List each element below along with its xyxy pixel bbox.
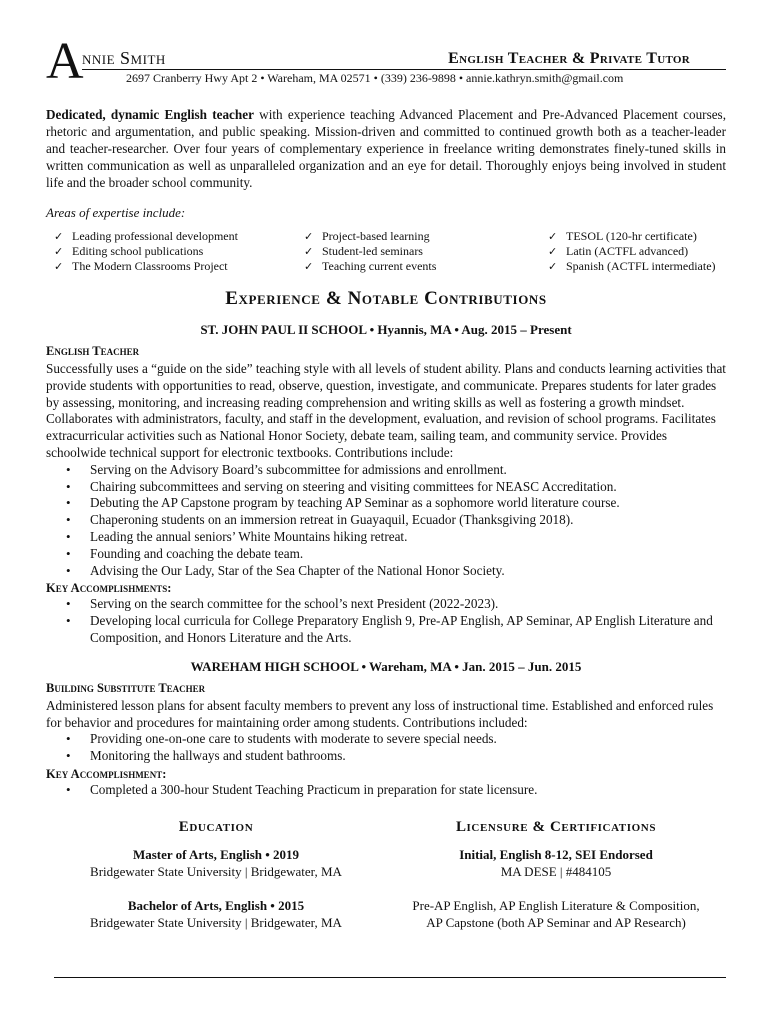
- summary-text: with experience teaching Advanced Placement and Pre-Advanced Placement courses, rhetoric and argumentation, and public speaking. Mission-driven and committed to continued growth both as a teacher-leader and teacher-researcher. Over four years of complementary experience in freelance writing demonstrates finely-tuned skills in written communication as well as unparalleled organization and an eye for detail. Thoroughly enjoys being involved in student life and the broader school community.: [46, 107, 726, 190]
- expertise-item: ✓ Latin (ACTFL advanced): [548, 244, 689, 258]
- accomplishments-heading: Key Accomplishment:: [46, 766, 167, 781]
- list-item: • Serving on the search committee for the school’s next President (2022-2023).: [72, 596, 726, 613]
- job-description: Successfully uses a “guide on the side” teaching style with all levels of student ability. Plans and conducts learning activities that provide students with opportunities to read, observe, question, investigate, and communicate. Prepares students for later grades by assessing, monitoring, and increasing reading comprehension and writing skills as well as fostering a growth mindset. Collaborates with administrators, faculty, and staff in the development, evaluation, and revision of school programs. Facilitates extracurricular activities such as National Honor Society, debate team, sailing team, and community service. Provides schoolwide technical support for electronic textbooks. Contributions include:: [46, 361, 726, 460]
- name-initial: A: [46, 33, 84, 90]
- list-item: • Leading the annual seniors’ White Mountains hiking retreat.: [72, 529, 726, 546]
- list-item: • Chaperoning students on an immersion retreat in Guayaquil, Ecuador (Thanksgiving 2018).: [72, 512, 726, 529]
- degree-school: Bridgewater State University | Bridgewater, MA: [90, 914, 342, 930]
- education-section: [46, 819, 386, 931]
- expertise-grid: [46, 229, 726, 274]
- accomplishments-list: [46, 596, 726, 646]
- footer-divider: [54, 977, 726, 978]
- name-text: nnie Smith: [82, 48, 166, 68]
- list-item: • Chairing subcommittees and serving on steering and visiting committees for NEASC Accreditation.: [72, 479, 726, 496]
- role-title: English Teacher: [46, 344, 140, 358]
- expertise-item: ✓ Leading professional development: [54, 229, 238, 243]
- accomplishments-heading: Key Accomplishments:: [46, 581, 172, 596]
- expertise-item: ✓ Project-based learning: [304, 229, 430, 243]
- checkmark-icon: ✓: [548, 260, 558, 273]
- checkmark-icon: ✓: [54, 230, 64, 243]
- role-title: Building Substitute Teacher: [46, 680, 206, 695]
- degree-title: Master of Arts, English • 2019: [132, 846, 300, 862]
- summary-paragraph: [46, 106, 726, 191]
- expertise-column-1: [46, 229, 296, 274]
- job-title: English Teacher & Private Tutor: [448, 50, 690, 67]
- employer-heading: WAREHAM HIGH SCHOOL • Wareham, MA • Jan. 2015 – Jun. 2015: [190, 658, 582, 674]
- header-divider: [82, 69, 726, 70]
- list-item: • Serving on the Advisory Board’s subcommittee for admissions and enrollment.: [72, 462, 726, 479]
- degree-title: Bachelor of Arts, English • 2015: [127, 897, 305, 913]
- checkmark-icon: ✓: [54, 260, 64, 273]
- degree-school: Bridgewater State University | Bridgewater, MA: [90, 863, 342, 879]
- checkmark-icon: ✓: [548, 245, 558, 258]
- list-item: • Developing local curricula for College Preparatory English 9, Pre-AP English, AP Seminar, AP English Literature and Composition, and Honors Literature and the Arts.: [72, 613, 726, 647]
- list-item: • Debuting the AP Capstone program by teaching AP Seminar as a sophomore world literature course.: [72, 495, 726, 512]
- certifications-line: AP Capstone (both AP Seminar and AP Research): [426, 914, 686, 930]
- expertise-item: ✓ Editing school publications: [54, 244, 204, 258]
- contributions-list: [46, 462, 726, 580]
- list-item: • Monitoring the hallways and student bathrooms.: [72, 748, 726, 765]
- expertise-item: ✓ The Modern Classrooms Project: [54, 259, 228, 273]
- list-item: • Providing one-on-one care to students with moderate to severe special needs.: [72, 731, 726, 748]
- expertise-column-2: [296, 229, 540, 274]
- summary-lead: Dedicated, dynamic English teacher: [46, 107, 254, 122]
- license-name: Initial, English 8-12, SEI Endorsed: [459, 846, 653, 862]
- checkmark-icon: ✓: [548, 230, 558, 243]
- list-item: • Completed a 300-hour Student Teaching Practicum in preparation for state licensure.: [72, 782, 726, 799]
- expertise-item: ✓ Teaching current events: [304, 259, 437, 273]
- education-title: Education: [178, 818, 254, 835]
- contributions-list: [46, 731, 726, 765]
- license-id: MA DESE | #484105: [500, 863, 612, 879]
- expertise-label: Areas of expertise include:: [46, 205, 186, 220]
- expertise-column-3: [540, 229, 726, 274]
- checkmark-icon: ✓: [54, 245, 64, 258]
- accomplishments-list: [46, 782, 726, 799]
- resume-header: [46, 33, 726, 90]
- bottom-sections: [46, 819, 726, 931]
- expertise-item: ✓ Spanish (ACTFL intermediate): [548, 259, 716, 273]
- employer-heading: ST. JOHN PAUL II SCHOOL • Hyannis, MA • Aug. 2015 – Present: [200, 322, 572, 337]
- checkmark-icon: ✓: [304, 245, 314, 258]
- list-item: • Founding and coaching the debate team.: [72, 546, 726, 563]
- experience-section-title: Experience & Notable Contributions: [225, 288, 547, 309]
- checkmark-icon: ✓: [304, 260, 314, 273]
- expertise-item: ✓ Student-led seminars: [304, 244, 423, 258]
- licensure-title: Licensure & Certifications: [455, 818, 657, 835]
- resume-page: [46, 33, 726, 931]
- certifications-line: Pre-AP English, AP English Literature & Composition,: [412, 897, 700, 913]
- list-item: • Advising the Our Lady, Star of the Sea Chapter of the National Honor Society.: [72, 563, 726, 580]
- licensure-section: [386, 819, 726, 931]
- checkmark-icon: ✓: [304, 230, 314, 243]
- contact-line: 2697 Cranberry Hwy Apt 2 • Wareham, MA 02571 • (339) 236-9898 • annie.kathryn.smith@gmail.com: [126, 71, 624, 85]
- job-description: Administered lesson plans for absent faculty members to prevent any loss of instructional time. Established and enforced rules for behavior and procedures for maintaining order among students. Contributions included:: [46, 697, 714, 730]
- expertise-item: ✓ TESOL (120-hr certificate): [548, 229, 697, 243]
